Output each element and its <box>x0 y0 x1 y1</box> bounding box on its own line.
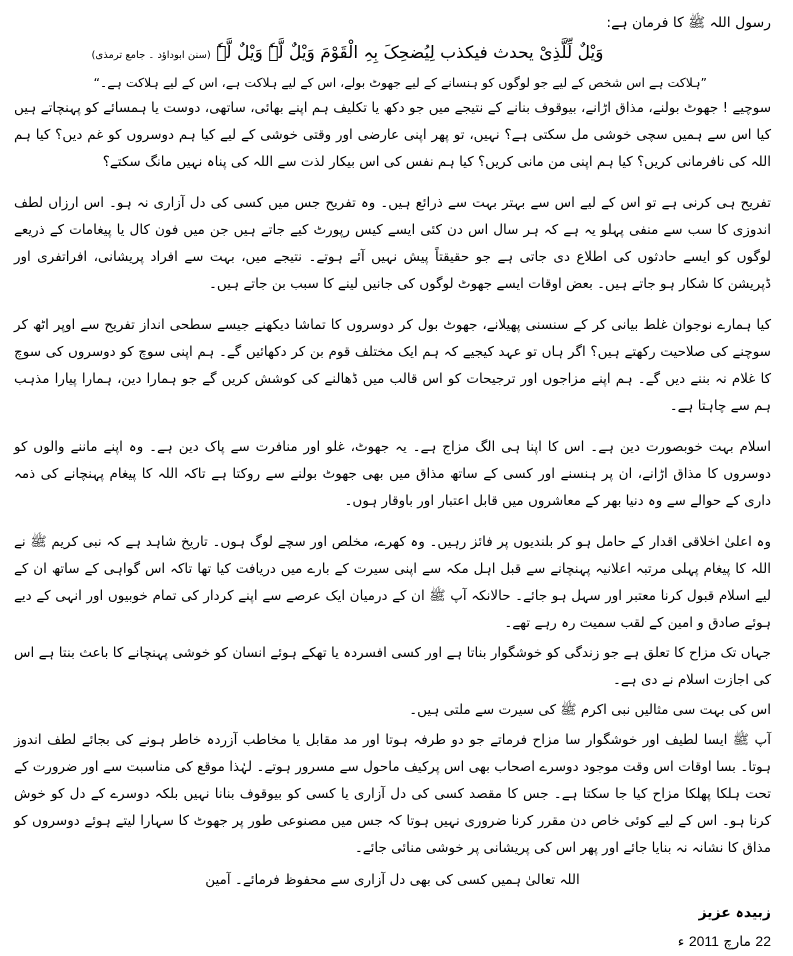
date-year: 2011 <box>688 933 719 949</box>
hadith-heading: رسول اللہ ﷺ کا فرمان ہے: <box>606 15 771 31</box>
paragraph-examples: اس کی بہت سی مثالیں نبی اکرم ﷺ کی سیرت سے ملتی ہیں۔ <box>409 702 771 718</box>
paragraph-humor: جہاں تک مزاح کا تعلق ہے جو زندگی کو خوشگوار بناتا ہے اور کسی افسردہ یا تھکے ہوئے انسان کو خوشی پہنچانے کا باعث بنتا ہے اس کی اجازت اسلام نے دی ہے۔ <box>14 645 771 688</box>
hadith-translation: ”ہلاکت ہے اس شخص کے لیے جو لوگوں کو ہنسانے کے لیے جھوٹ بولے، اس کے لیے ہلاکت ہے، اس کے لیے ہلاکت ہے۔“ <box>93 75 707 90</box>
hadith-source: (سنن ابوداؤد ۔ جامع ترمذی) <box>91 50 211 61</box>
paragraph-youth: کیا ہمارے نوجوان غلط بیانی کر کے سنسنی پھیلانے، جھوٹ بول کر دوسروں کا تماشا دیکھنے جیسے سطحی انداز تفریح سے اوپر اٹھ کر سوچنے کی صلاحیت رکھتے ہیں؟ اگر ہاں تو عہد کیجیے کہ ہم ایک مختلف قوم بن کر دکھائیں گے۔ ہم اپنی سوچ کو دوسروں کی سوچ کا غلام نہ بننے دیں گے۔ ہم اپنے مزاجوں اور ترجیحات کو اس قالب میں ڈھالنے کی کوشش کریں گے جو ہمارا دین، ہمارا پیارا مذہب ہم سے چاہتا ہے۔ <box>14 317 771 414</box>
author-name: زبیدہ عزیز <box>698 905 771 921</box>
paragraph-prophet-humor: آپ ﷺ ایسا لطیف اور خوشگوار سا مزاح فرماتے جو دو طرفہ ہوتا اور مد مقابل یا مخاطب آزردہ خاطر ہونے کی بجائے لطف اندوز ہوتا۔ بسا اوقات اس وقت موجود دوسرے اصحاب بھی اس پرکیف ماحول سے مسرور ہوتے۔ لہٰذا موقع کی مناسبت سے اور ضرورت کے تحت ہلکا پھلکا مزاح کیا جا سکتا ہے۔ جس کا مقصد کسی کی دل آزاری یا کسی کو بیوقوف بنانا نہیں بلکہ دوسرے کے دل کو خوش کرنا ہو۔ اس کے لیے کوئی خاص دن مقرر کرنا ضروری نہیں ہوتا کہ جس میں مصنوعی طور پر جھوٹ کا سہارا لیتے ہوئے دوسروں کو مذاق کا نشانہ نہ بنایا جائے اور پھر اس کی پریشانی پر خوشی منائی جائے۔ <box>14 732 771 856</box>
closing-prayer: اللہ تعالیٰ ہمیں کسی کی بھی دل آزاری سے محفوظ فرمائے۔ آمین <box>205 872 580 888</box>
paragraph-entertainment: تفریح ہی کرنی ہے تو اس کے لیے اس سے بہتر بہت سے ذرائع ہیں۔ وہ تفریح جس میں کسی کی دل آزاری نہ ہو۔ اس ارزاں لطف اندوزی کا سب سے منفی پہلو یہ ہے کہ ہر سال اس دن کئی ایسے کیس رپورٹ کیے جاتے ہیں جن میں فون کال یا پیغامات کے ذریعے لوگوں کو ایسے حادثوں کی اطلاع دی جاتی ہے جو حقیقتاً پیش نہیں آئے ہوتے۔ نتیجے میں، بہت سے افراد پریشانی، افراتفری اور ڈپریشن کا شکار ہو جاتے ہیں۔ بعض اوقات ایسے جھوٹ لوگوں کی جانیں لینے کا سبب بن جاتے ہیں۔ <box>14 195 771 292</box>
date-suffix: ء <box>677 934 685 950</box>
paragraph-islam: اسلام بہت خوبصورت دین ہے۔ اس کا اپنا ہی الگ مزاج ہے۔ یہ جھوٹ، غلو اور منافرت سے پاک دین ہے۔ وہ اپنے ماننے والوں کو دوسروں کا مذاق اڑانے، ان پر ہنسنے اور کسی کے ساتھ مذاق میں بھی جھوٹ بولنے سے روکتا ہے تاکہ اللہ کا پیغام پہنچانے کی ذمہ داری کے حوالے سے وہ دنیا بھر کے معاشروں میں قابل اعتبار اور باوقار ہوں۔ <box>14 439 771 509</box>
paragraph-values: وہ اعلیٰ اخلاقی اقدار کے حامل ہو کر بلندیوں پر فائز رہیں۔ وہ کھرے، مخلص اور سچے لوگ ہوں۔ تاریخ شاہد ہے کہ نبی کریم ﷺ نے اللہ کا پیغام پہلی مرتبہ اعلانیہ پہنچانے سے قبل اہل مکہ سے اپنی سیرت کے بارے میں دریافت کیا تھا تاکہ اس گواہی کے ساتھ ان کے لیے اسلام قبول کرنا معتبر اور سہل ہو جائے۔ حالانکہ آپ ﷺ ان کے درمیان ایک عرصے سے اپنے کردار کی تمام خوبیوں اور انہی کے دیے ہوئے صادق و امین کے لقب سمیت رہ رہے تھے۔ <box>14 534 771 631</box>
publish-date <box>14 927 771 956</box>
hadith-arabic-line <box>14 38 771 71</box>
hadith-arabic-text: وَیْلٌ لِّلَّذِیْ یحدث فیکذب لِیُضحِکَ بِہِ الْقَوْمَ وَیْلٌ لَّہٗ وَیْلٌ لَّہٗ <box>216 43 604 63</box>
date-month: مارچ <box>723 934 751 950</box>
paragraph-reflection: سوچیے ! جھوٹ بولنے، مذاق اڑانے، بیوقوف بنانے کے نتیجے میں جو دکھ یا تکلیف ہم اپنے بھائی، ساتھی، دوست یا ہمسائے کو پہنچاتے ہیں کیا اس سے ہمیں سچی خوشی مل سکتی ہے؟ نہیں، تو پھر اپنی عارضی اور وقتی خوشی کے لیے کیا ہم دوسروں کو غم دیں؟ کیا ہم اللہ کی نافرمانی کریں؟ کیا ہم اپنی من مانی کریں؟ کیا ہم نفس کی اس بیکار لذت سے اللہ کی پناہ نہیں مانگ سکتے؟ <box>14 100 771 170</box>
date-day: 22 <box>755 933 771 949</box>
